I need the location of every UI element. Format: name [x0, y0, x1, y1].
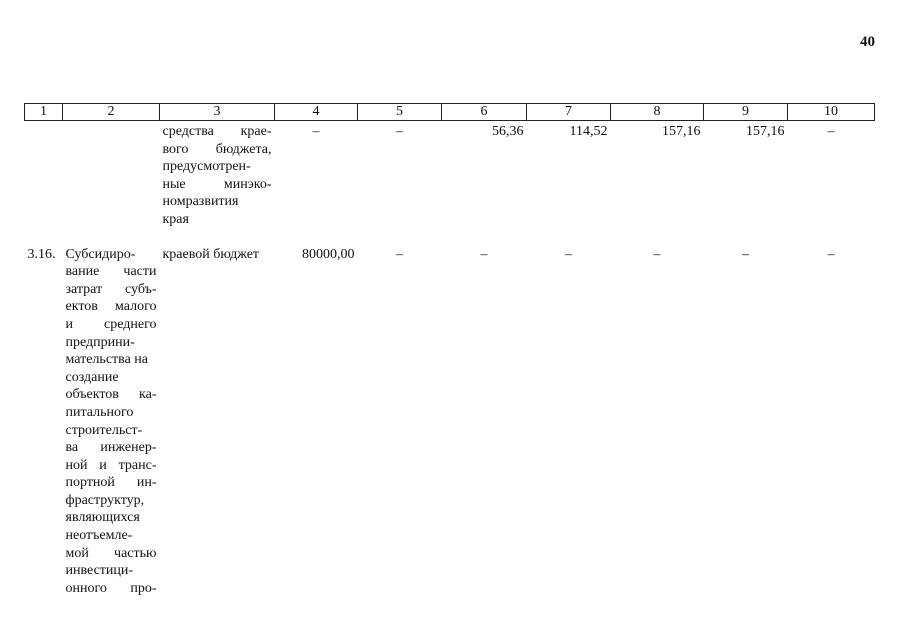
value-col-7: – [565, 246, 572, 262]
column-number-row [25, 104, 875, 121]
value-col-4: 80000,00 [302, 246, 355, 262]
value-col-5: – [396, 246, 403, 262]
header-col-7: 7 [527, 104, 611, 121]
measure-name: Субсидиро- вание части затрат субъ- ектов малого и среднего предприни- мательства на создание объектов ка- питального строительст- ва инженер- ной и транс- портной ин- фраструктур, являющихся неотъемле- мой частью инвестици- онного про- [65, 246, 157, 596]
value-col-10: – [827, 124, 835, 139]
header-col-8: 8 [611, 104, 704, 121]
value-col-6: – [480, 246, 488, 262]
budget-table [24, 103, 875, 597]
value-col-4: – [312, 124, 320, 139]
header-col-2: 2 [63, 104, 160, 121]
funding-source: средства крае- вого бюджета, предусмотрен- ные минэко- номразвития края [162, 124, 272, 227]
header-col-4: 4 [275, 104, 358, 121]
value-col-9: – [742, 246, 749, 262]
value-col-9: 157,16 [746, 124, 785, 139]
value-col-5: – [396, 124, 403, 139]
header-col-9: 9 [704, 104, 788, 121]
table-row [25, 121, 875, 244]
value-col-7: 114,52 [569, 124, 608, 139]
header-col-5: 5 [358, 104, 442, 121]
value-col-8: 157,16 [662, 124, 701, 139]
header-col-10: 10 [788, 104, 875, 121]
value-col-6: 56,36 [492, 124, 524, 139]
value-col-8: – [653, 246, 661, 262]
row-number [25, 121, 63, 244]
table-row [25, 244, 875, 598]
funding-source: краевой бюджет [162, 246, 260, 262]
header-col-1: 1 [25, 104, 63, 121]
value-col-10: – [827, 246, 835, 262]
header-col-3: 3 [160, 104, 275, 121]
header-col-6: 6 [442, 104, 527, 121]
page-number: 40 [860, 34, 875, 50]
measure-name [63, 121, 160, 244]
row-number: 3.16. [27, 246, 56, 262]
